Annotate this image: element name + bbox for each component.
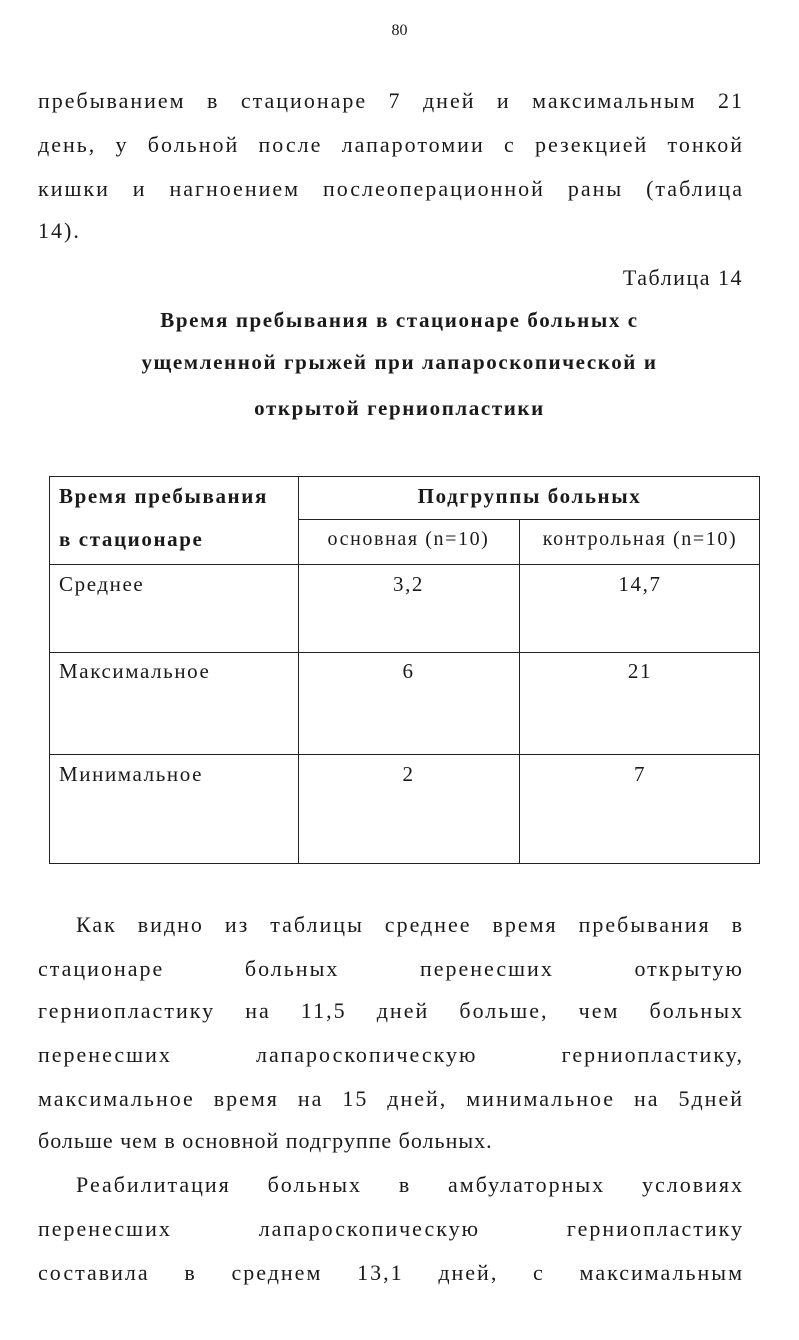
column-divider (519, 519, 520, 863)
text-line: Как видно из таблицы среднее время пребывания в (76, 912, 744, 937)
table-title-line: открытой герниопластики (254, 396, 545, 420)
text-line: составила в среднем 13,1 дней, с максимальным (38, 1260, 744, 1285)
table-title-line: ущемленной грыжей при лапароскопической и (141, 350, 658, 374)
table-label: Таблица 14 (622, 265, 743, 290)
row-divider (298, 519, 759, 520)
row-label-max: Максимальное (59, 659, 211, 683)
row-divider (50, 652, 759, 653)
text-line: 14). (38, 218, 81, 243)
group-header: Подгруппы больных (417, 484, 642, 508)
cell-main-max: 6 (402, 659, 415, 683)
text-line: стационаре больных перенесших открытую (38, 956, 744, 981)
table-title-line: Время пребывания в стационаре больных с (160, 308, 639, 332)
row-divider (50, 754, 759, 755)
page-number: 80 (391, 22, 408, 39)
column-header-control: контрольная (n=10) (542, 528, 738, 550)
text-line: пребыванием в стационаре 7 дней и максимальным 21 (38, 88, 744, 113)
row-label-min: Минимальное (59, 762, 204, 786)
cell-main-min: 2 (402, 762, 415, 786)
cell-control-mean: 14,7 (618, 572, 662, 596)
text-line: Реабилитация больных в амбулаторных условиях (76, 1172, 744, 1197)
text-line: кишки и нагноением послеоперационной раны (таблица (38, 176, 744, 201)
text-line: перенесших лапароскопическую герниопластику, (38, 1042, 744, 1067)
column-header-main: основная (n=10) (327, 528, 490, 550)
text-line: максимальное время на 15 дней, минимальное на 5дней (38, 1086, 744, 1111)
data-table (49, 476, 760, 864)
text-line: герниопластику на 11,5 дней больше, чем больных (38, 998, 744, 1023)
row-divider (50, 564, 759, 565)
cell-control-min: 7 (633, 762, 647, 786)
cell-control-max: 21 (627, 659, 653, 683)
row-header-label: в стационаре (59, 527, 204, 551)
row-label-mean: Среднее (59, 572, 145, 596)
row-header-label: Время пребывания (59, 484, 268, 508)
text-line: день, у больной после лапаротомии с резекцией тонкой (38, 132, 744, 157)
cell-main-mean: 3,2 (392, 572, 425, 596)
text-line: больше чем в основной подгруппе больных. (38, 1128, 493, 1153)
text-line: перенесших лапароскопическую герниопластику (38, 1216, 744, 1241)
